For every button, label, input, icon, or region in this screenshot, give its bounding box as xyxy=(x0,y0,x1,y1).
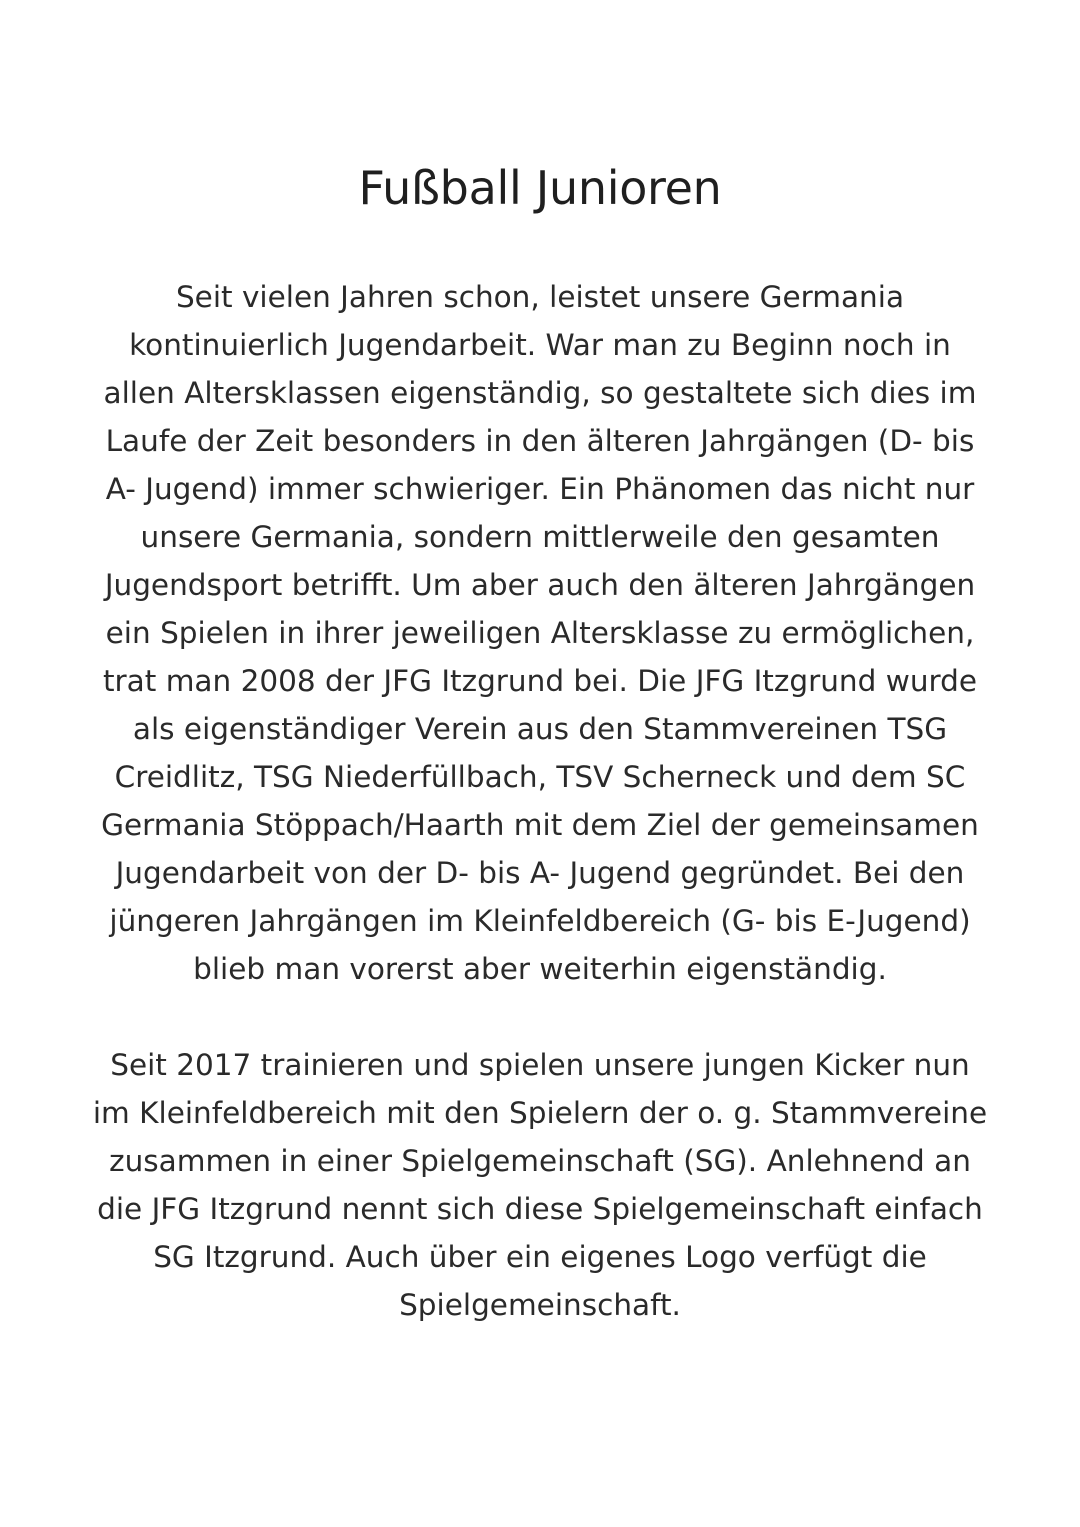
page-title: Fußball Junioren xyxy=(358,161,722,215)
paragraph-spielgemeinschaft: Seit 2017 trainieren und spielen unsere jungen Kicker nun im Kleinfeldbereich mit den Spielern der o. g. Stammvereine zusammen in einer Spielgemeinschaft (SG). Anlehnend an die JFG Itzgrund nennt sich diese Spielgemeinschaft einfach SG Itzgrund. Auch über ein eigenes Logo verfügt die Spielgemeinschaft. xyxy=(92,1048,988,1322)
article-body xyxy=(90,273,990,1329)
paragraph-history: Seit vielen Jahren schon, leistet unsere Germania kontinuierlich Jugendarbeit. War man zu Beginn noch in allen Altersklassen eigenständig, so gestaltete sich dies im Laufe der Zeit besonders in den älteren Jahrgängen (D- bis A- Jugend) immer schwieriger. Ein Phänomen das nicht nur unsere Germania, sondern mittlerweile den gesamten Jugendsport betrifft. Um aber auch den älteren Jahrgängen ein Spielen in ihrer jeweiligen Altersklasse zu ermöglichen, trat man 2008 der JFG Itzgrund bei. Die JFG Itzgrund wurde als eigenständiger Verein aus den Stammvereinen TSG Creidlitz, TSG Niederfüllbach, TSV Scherneck und dem SC Germania Stöppach/Haarth mit dem Ziel der gemeinsamen Jugendarbeit von der D- bis A- Jugend gegründet. Bei den jüngeren Jahrgängen im Kleinfeldbereich (G- bis E-Jugend) blieb man vorerst aber weiterhin eigenständig. xyxy=(101,280,979,986)
